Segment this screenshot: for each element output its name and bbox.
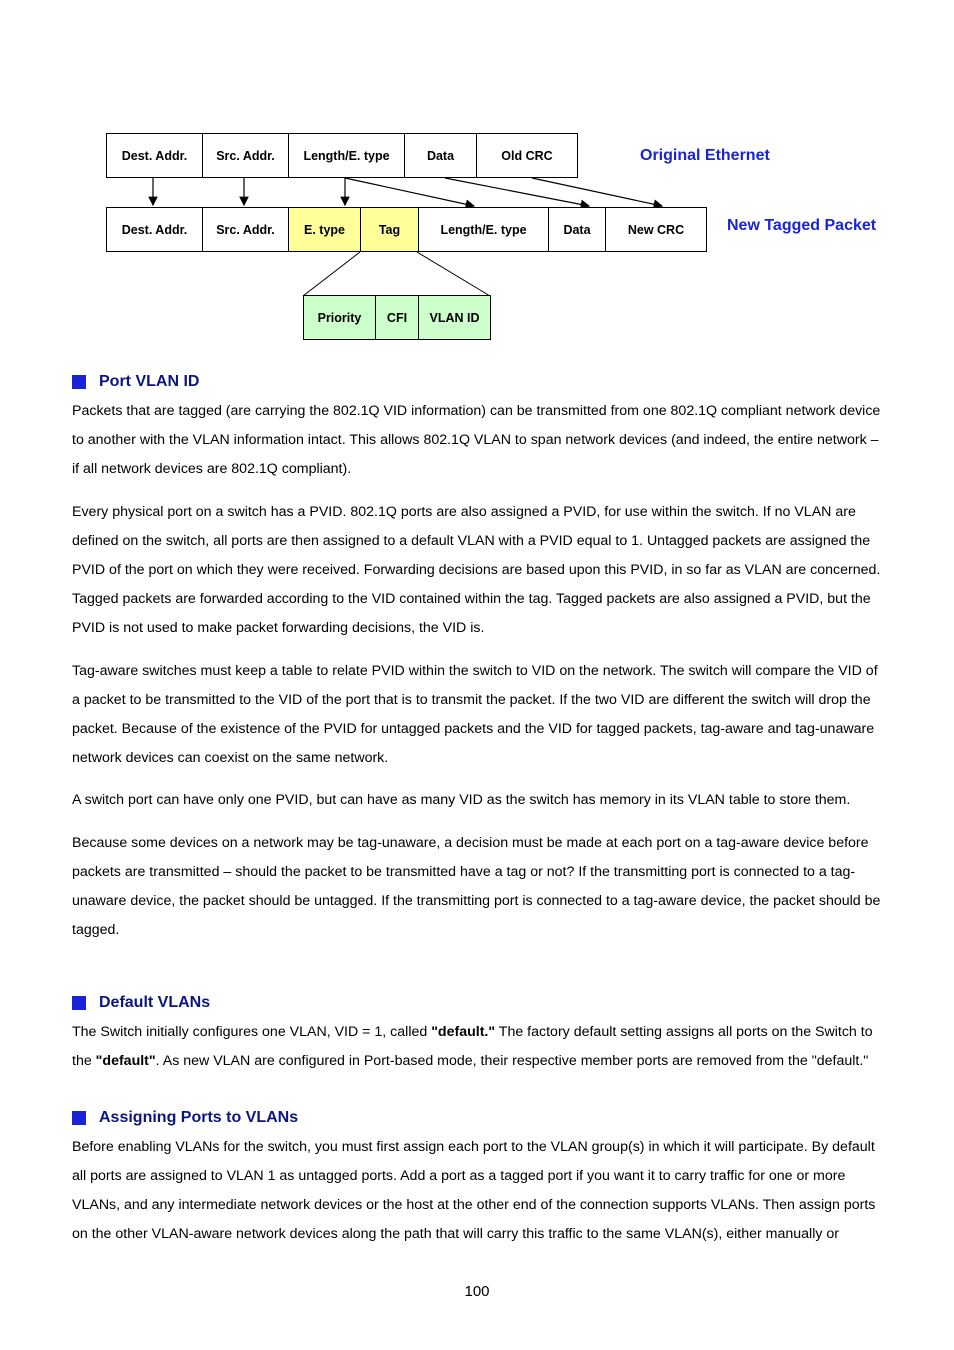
tag-field-priority: Priority (303, 295, 376, 340)
heading-text: Default VLANs (99, 994, 211, 1011)
paragraph: A switch port can have only one PVID, but can have as many VID as the switch has memory in its VLAN table to store them. (72, 792, 851, 808)
orig-field-src-addr: Src. Addr. (202, 133, 289, 178)
text-run: The Switch initially configures one VLAN, VID = 1, called (72, 1024, 432, 1040)
paragraph: Before enabling VLANs for the switch, you must first assign each port to the VLAN group(s) in which it will participate. By default all ports are assigned to VLAN 1 as untagged ports. Add a port as a tagged port if you want it to carry traffic for one or more VLANs, and any intermediate network devices or the host at the other end of the connection supports VLANs. Then assign ports on the other VLAN-aware network devices along the path that will carry this traffic to the same VLAN(s), either manually or (72, 1139, 876, 1242)
orig-field-length-type: Length/E. type (288, 133, 405, 178)
heading-text: Assigning Ports to VLANs (99, 1109, 299, 1126)
page-number: 100 (464, 1283, 490, 1300)
square-bullet-icon (72, 1111, 86, 1125)
bold-text-run: "default." (431, 1024, 496, 1040)
section-heading-default-vlans (72, 994, 210, 1012)
tag-field-cfi: CFI (375, 295, 419, 340)
heading-text: Port VLAN ID (99, 373, 200, 390)
section-heading-port-vlan-id (72, 373, 199, 391)
tagged-field-src-addr: Src. Addr. (202, 207, 289, 252)
tagged-field-data: Data (548, 207, 606, 252)
paragraph: Every physical port on a switch has a PVID. 802.1Q ports are also assigned a PVID, for use within the switch. If no VLAN are defined on the switch, all ports are then assigned to a default VLAN with a PVID equal to 1. Untagged packets are assigned the PVID of the port on which they were received. Forwarding decisions are based upon this PVID, in so far as VLAN are concerned. Tagged packets are forwarded according to the VID contained within the tag. Tagged packets are also assigned a PVID, but the PVID is not used to make packet forwarding decisions, the VID is. (72, 504, 881, 636)
text-run: . As new VLAN are configured in Port-based mode, their respective member ports are removed from the "default." (155, 1053, 869, 1069)
section-heading-assigning-ports (72, 1109, 298, 1127)
tagged-field-dest-addr: Dest. Addr. (106, 207, 203, 252)
tagged-field-e-type: E. type (288, 207, 361, 252)
tag-field-vlan-id: VLAN ID (418, 295, 491, 340)
orig-field-dest-addr: Dest. Addr. (106, 133, 203, 178)
paragraph: Tag-aware switches must keep a table to relate PVID within the switch to VID on the network. The switch will compare the VID of a packet to be transmitted to the VID of the port that is to transmit the packet. If the two VID are different the switch will drop the packet. Because of the existence of the PVID for untagged packets and the VID for tagged packets, tag-aware and tag-unaware network devices can coexist on the same network. (72, 663, 878, 766)
tagged-field-new-crc: New CRC (605, 207, 707, 252)
orig-field-old-crc: Old CRC (476, 133, 578, 178)
paragraph: Because some devices on a network may be tag-unaware, a decision must be made at each port on a tag-aware device before packets are transmitted – should the packet to be transmitted have a tag or not? If the transmitting port is connected to a tag-unaware device, the packet should be untagged. If the transmitting port is connected to a tag-aware device, the packet should be tagged. (72, 835, 881, 938)
tagged-field-tag: Tag (360, 207, 419, 252)
bold-text-run: "default" (95, 1053, 156, 1069)
square-bullet-icon (72, 375, 86, 389)
new-tagged-packet-label: New Tagged Packet (727, 217, 877, 234)
tagged-field-length-type: Length/E. type (418, 207, 549, 252)
paragraph-default-vlans (72, 1018, 887, 1076)
square-bullet-icon (72, 996, 86, 1010)
text-run: The factory default setting assigns all ports on the Switch to the (72, 1024, 873, 1069)
orig-field-data: Data (404, 133, 477, 178)
original-ethernet-label: Original Ethernet (640, 147, 770, 164)
paragraph: Packets that are tagged (are carrying the 802.1Q VID information) can be transmitted from one 802.1Q compliant network device to another with the VLAN information intact. This allows 802.1Q VLAN to span network devices (and indeed, the entire network – if all network devices are 802.1Q compliant). (72, 403, 881, 477)
